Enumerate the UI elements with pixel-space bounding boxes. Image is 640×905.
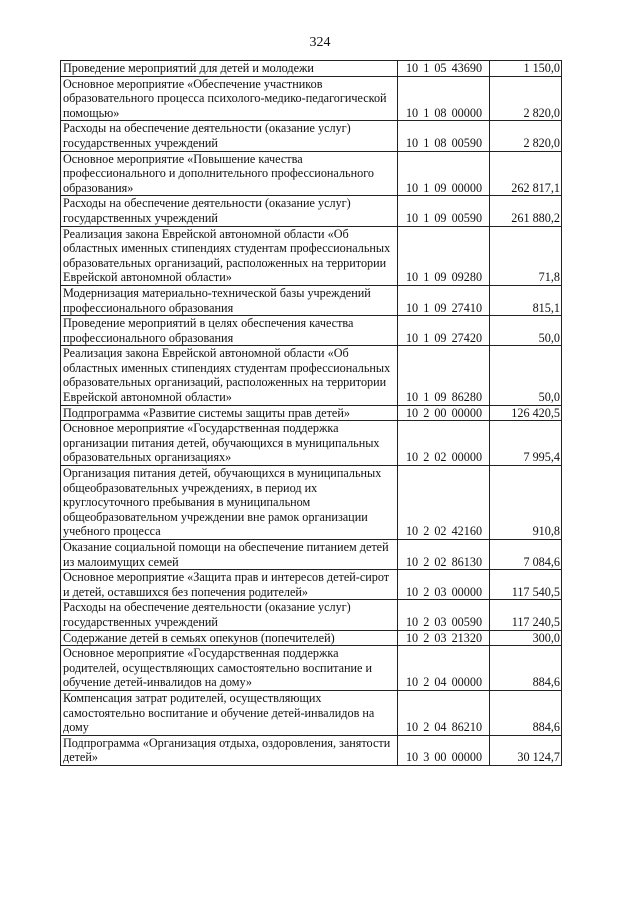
- row-description: Расходы на обеспечение деятельности (оказание услуг) государственных учреждений: [61, 600, 398, 630]
- table-row: [61, 226, 562, 285]
- table-row: [61, 630, 562, 646]
- table-row: [61, 466, 562, 540]
- table-row: [61, 121, 562, 151]
- row-code: 10 1 05 43690: [398, 61, 490, 77]
- row-description: Проведение мероприятий в целях обеспечения качества профессионального образования: [61, 316, 398, 346]
- row-description: Содержание детей в семьях опекунов (попечителей): [61, 630, 398, 646]
- table-row: [61, 735, 562, 765]
- row-description: Расходы на обеспечение деятельности (оказание услуг) государственных учреждений: [61, 121, 398, 151]
- table-row: [61, 316, 562, 346]
- row-code: 10 1 09 00590: [398, 196, 490, 226]
- row-code: 10 2 04 86210: [398, 690, 490, 735]
- row-code: 10 1 09 27410: [398, 285, 490, 315]
- row-code: 10 1 08 00590: [398, 121, 490, 151]
- row-description: Основное мероприятие «Обеспечение участников образовательного процесса психолого-медико-педагогической помощью»: [61, 76, 398, 121]
- row-description: Подпрограмма «Организация отдыха, оздоровления, занятости детей»: [61, 735, 398, 765]
- row-amount: 7 995,4: [490, 421, 562, 466]
- table-row: [61, 61, 562, 77]
- row-code: 10 2 02 86130: [398, 540, 490, 570]
- budget-table-body: [61, 61, 562, 766]
- row-description: Расходы на обеспечение деятельности (оказание услуг) государственных учреждений: [61, 196, 398, 226]
- table-row: [61, 285, 562, 315]
- budget-table: [60, 60, 562, 766]
- table-row: [61, 690, 562, 735]
- row-amount: 30 124,7: [490, 735, 562, 765]
- row-amount: 50,0: [490, 316, 562, 346]
- row-amount: 7 084,6: [490, 540, 562, 570]
- row-code: 10 3 00 00000: [398, 735, 490, 765]
- page-number: 324: [309, 35, 331, 50]
- table-row: [61, 196, 562, 226]
- row-amount: 2 820,0: [490, 121, 562, 151]
- row-amount: 117 240,5: [490, 600, 562, 630]
- table-row: [61, 421, 562, 466]
- row-amount: 71,8: [490, 226, 562, 285]
- table-row: [61, 346, 562, 405]
- table-row: [61, 540, 562, 570]
- row-description: Организация питания детей, обучающихся в муниципальных общеобразовательных учреждениях, в период их круглосуточного пребывания в муниципальном общеобразовательном учреждении вне рамок организации учебного процесса: [61, 466, 398, 540]
- row-amount: 2 820,0: [490, 76, 562, 121]
- row-amount: 262 817,1: [490, 151, 562, 196]
- row-code: 10 2 02 00000: [398, 421, 490, 466]
- row-code: 10 1 09 27420: [398, 316, 490, 346]
- row-code: 10 2 00 00000: [398, 405, 490, 421]
- row-code: 10 1 08 00000: [398, 76, 490, 121]
- table-row: [61, 76, 562, 121]
- row-code: 10 2 04 00000: [398, 646, 490, 691]
- row-code: 10 2 02 42160: [398, 466, 490, 540]
- row-code: 10 1 09 00000: [398, 151, 490, 196]
- row-amount: 910,8: [490, 466, 562, 540]
- row-description: Проведение мероприятий для детей и молодежи: [61, 61, 398, 77]
- row-amount: 815,1: [490, 285, 562, 315]
- table-row: [61, 570, 562, 600]
- row-code: 10 1 09 09280: [398, 226, 490, 285]
- row-amount: 884,6: [490, 646, 562, 691]
- row-code: 10 1 09 86280: [398, 346, 490, 405]
- row-description: Компенсация затрат родителей, осуществляющих самостоятельно воспитание и обучение детей-инвалидов на дому: [61, 690, 398, 735]
- row-amount: 300,0: [490, 630, 562, 646]
- row-code: 10 2 03 00000: [398, 570, 490, 600]
- row-code: 10 2 03 21320: [398, 630, 490, 646]
- row-amount: 884,6: [490, 690, 562, 735]
- table-row: [61, 646, 562, 691]
- table-row: [61, 405, 562, 421]
- table-row: [61, 600, 562, 630]
- row-description: Основное мероприятие «Повышение качества профессионального и дополнительного профессионального образования»: [61, 151, 398, 196]
- row-description: Оказание социальной помощи на обеспечение питанием детей из малоимущих семей: [61, 540, 398, 570]
- row-description: Реализация закона Еврейской автономной области «Об областных именных стипендиях студентам профессиональных образовательных организаций, расположенных на территории Еврейской автономной области»: [61, 226, 398, 285]
- row-amount: 117 540,5: [490, 570, 562, 600]
- row-description: Подпрограмма «Развитие системы защиты прав детей»: [61, 405, 398, 421]
- row-description: Модернизация материально-технической базы учреждений профессионального образования: [61, 285, 398, 315]
- row-description: Основное мероприятие «Защита прав и интересов детей-сирот и детей, оставшихся без попечения родителей»: [61, 570, 398, 600]
- row-amount: 1 150,0: [490, 61, 562, 77]
- row-amount: 261 880,2: [490, 196, 562, 226]
- row-amount: 50,0: [490, 346, 562, 405]
- row-code: 10 2 03 00590: [398, 600, 490, 630]
- row-amount: 126 420,5: [490, 405, 562, 421]
- row-description: Основное мероприятие «Государственная поддержка организации питания детей, обучающихся в муниципальных образовательных организациях»: [61, 421, 398, 466]
- row-description: Основное мероприятие «Государственная поддержка родителей, осуществляющих самостоятельно воспитание и обучение детей-инвалидов на дому»: [61, 646, 398, 691]
- table-row: [61, 151, 562, 196]
- row-description: Реализация закона Еврейской автономной области «Об областных именных стипендиях студентам профессиональных образовательных организаций, расположенных на территории Еврейской автономной области»: [61, 346, 398, 405]
